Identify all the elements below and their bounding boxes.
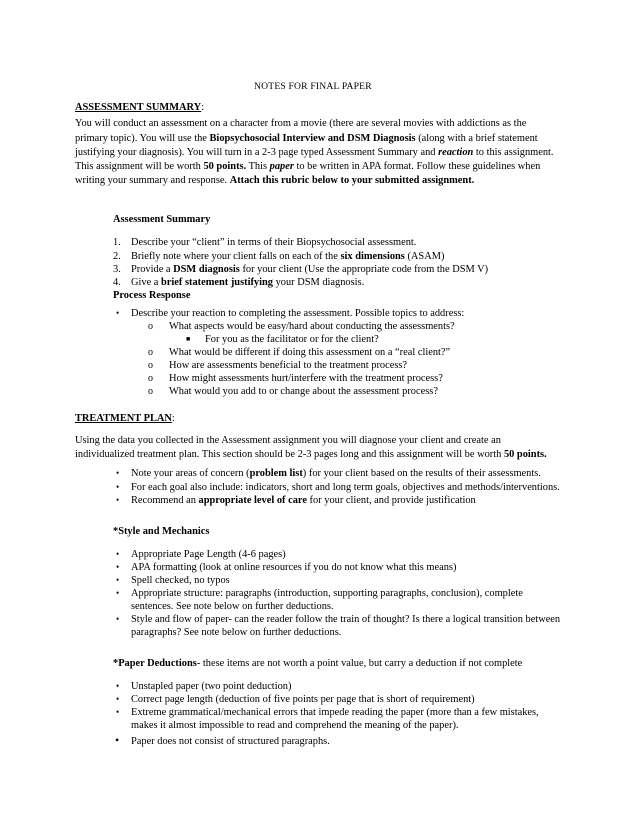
text-span: primary topic). You will use the <box>75 133 210 144</box>
text-span: Briefly note where your client falls on each of the <box>131 251 341 262</box>
deduction-bullet: Correct page length (deduction of five points per page that is short of requirement) <box>131 694 475 705</box>
rubric-heading: Assessment Summary <box>113 214 211 225</box>
text-span: This <box>246 161 270 172</box>
text-span: writing your summary and response. <box>75 175 230 186</box>
bold-italic-text: reaction <box>438 147 474 158</box>
circle-bullet-icon: o <box>148 360 153 371</box>
circle-bullet-icon: o <box>148 347 153 358</box>
bullet-icon: • <box>116 681 120 691</box>
deduction-bullet: Extreme grammatical/mechanical errors that impede reading the paper (more than a few mistakes, <box>131 707 539 718</box>
treatment-paragraph-line <box>75 448 547 461</box>
bold-text: DSM diagnosis <box>173 264 240 275</box>
assessment-paragraph-line <box>75 174 474 187</box>
text-span: to this assignment. <box>473 147 554 158</box>
rubric-item-num: 1. <box>113 237 121 248</box>
treatment-bullet <box>131 467 541 480</box>
rubric-item <box>131 263 488 276</box>
style-bullet: Spell checked, no typos <box>131 575 230 586</box>
text-span: for your client, and provide justification <box>306 495 476 506</box>
text-span: for your client (Use the appropriate code from the DSM V) <box>239 264 489 275</box>
assessment-summary-heading <box>75 101 204 114</box>
text-span: Describe your “client” in terms of their Biopsychosocial assessment. <box>131 237 417 248</box>
bullet-icon: • <box>116 707 120 717</box>
circle-bullet-icon: o <box>148 321 153 332</box>
assessment-paragraph-line <box>75 132 538 145</box>
text-span: This assignment will be worth <box>75 161 204 172</box>
process-question: What aspects would be easy/hard about conducting the assessments? <box>169 321 455 332</box>
rubric-item-num: 2. <box>113 251 121 262</box>
treatment-plan-heading-text: TREATMENT PLAN <box>75 413 172 424</box>
text-span: your DSM diagnosis. <box>272 277 365 288</box>
assessment-paragraph-line <box>75 146 554 159</box>
deductions-heading <box>113 657 522 670</box>
deduction-bullet: Unstapled paper (two point deduction) <box>131 681 292 692</box>
text-span: Note your areas of concern ( <box>131 468 250 479</box>
bold-text: brief statement justifying <box>161 277 273 288</box>
text-span: Recommend an <box>131 495 199 506</box>
text-span: ) for your client based on the results of their assessments. <box>302 468 541 479</box>
rubric-item-num: 3. <box>113 264 121 275</box>
style-bullet-continued: sentences. See note below on further deductions. <box>131 601 334 612</box>
style-bullet: APA formatting (look at online resources if you do not know what this means) <box>131 562 457 573</box>
heading-colon: : <box>201 102 205 113</box>
text-span: Provide a <box>131 264 174 275</box>
treatment-plan-heading <box>75 412 175 425</box>
process-question: What would you add to or change about the assessment process? <box>169 386 438 397</box>
bullet-icon: • <box>116 575 120 585</box>
square-bullet-icon: ■ <box>186 335 191 343</box>
bullet-icon: • <box>116 549 120 559</box>
bold-text: *Paper Deductions <box>113 658 197 669</box>
rubric-item <box>131 276 364 289</box>
text-span: to be written in APA format. Follow these guidelines when <box>293 161 541 172</box>
text-span: (along with a brief statement <box>415 133 538 144</box>
assessment-paragraph-line <box>75 160 540 173</box>
circle-bullet-icon: o <box>148 373 153 384</box>
process-subquestion: For you as the facilitator or for the client? <box>205 334 379 345</box>
text-span: (ASAM) <box>404 251 445 262</box>
bold-text: Biopsychosocial Interview and DSM Diagnosis <box>209 133 416 144</box>
style-bullet: Appropriate Page Length (4-6 pages) <box>131 549 286 560</box>
rubric-item <box>131 250 444 263</box>
treatment-bullet <box>131 494 476 507</box>
bold-text: problem list <box>249 468 303 479</box>
assessment-summary-heading-text: ASSESSMENT SUMMARY <box>75 102 202 113</box>
style-bullet: Appropriate structure: paragraphs (introduction, supporting paragraphs, conclusion), complete <box>131 588 523 599</box>
text-span: Give a <box>131 277 162 288</box>
style-mechanics-heading: *Style and Mechanics <box>113 526 210 537</box>
bullet-icon: • <box>116 495 120 505</box>
assessment-paragraph-line: You will conduct an assessment on a character from a movie (there are several movies with addictions as the <box>75 118 527 129</box>
bold-italic-text: paper <box>269 161 294 172</box>
text-span: individualized treatment plan. This section should be 2-3 pages long and this assignment will be worth <box>75 449 504 460</box>
deduction-bullet-continued: makes it almost impossible to read and comprehend the meaning of the paper). <box>131 720 459 731</box>
bullet-icon: • <box>116 562 120 572</box>
text-span: - these items are not worth a point value, but carry a deduction if not complete <box>196 658 523 669</box>
bullet-icon: • <box>116 588 120 598</box>
bullet-icon: • <box>115 733 120 747</box>
bullet-icon: • <box>116 308 120 318</box>
heading-colon: : <box>171 413 175 424</box>
treatment-paragraph-line: Using the data you collected in the Assessment assignment you will diagnose your client and create an <box>75 435 501 446</box>
process-question: How are assessments beneficial to the treatment process? <box>169 360 408 371</box>
page-title: NOTES FOR FINAL PAPER <box>254 81 372 92</box>
bold-text: appropriate level of care <box>198 495 307 506</box>
bold-text: Attach this rubric below to your submitted assignment. <box>229 175 475 186</box>
text-span: justifying your diagnosis). You will turn in a 2-3 page typed Assessment Summary and <box>75 147 439 158</box>
process-response-heading: Process Response <box>113 290 191 301</box>
bold-text: six dimensions <box>340 251 405 262</box>
style-bullet-continued: paragraphs? See note below on further deductions. <box>131 627 342 638</box>
process-bullet-text: Describe your reaction to completing the assessment. Possible topics to address: <box>131 308 465 319</box>
bullet-icon: • <box>116 614 120 624</box>
circle-bullet-icon: o <box>148 386 153 397</box>
treatment-bullet: For each goal also include: indicators, short and long term goals, objectives and methods/interventions. <box>131 482 560 493</box>
bold-text: 50 points. <box>203 161 247 172</box>
style-bullet: Style and flow of paper- can the reader follow the train of thought? Is there a logical transition between <box>131 614 561 625</box>
bullet-icon: • <box>116 694 120 704</box>
process-question: How might assessments hurt/interfere with the treatment process? <box>169 373 443 384</box>
bullet-icon: • <box>116 482 120 492</box>
rubric-item <box>131 236 416 249</box>
bullet-icon: • <box>116 468 120 478</box>
process-question: What would be different if doing this assessment on a “real client?” <box>169 347 451 358</box>
bold-text: 50 points. <box>503 449 547 460</box>
rubric-item-num: 4. <box>113 277 121 288</box>
deduction-bullet: Paper does not consist of structured paragraphs. <box>131 736 330 747</box>
